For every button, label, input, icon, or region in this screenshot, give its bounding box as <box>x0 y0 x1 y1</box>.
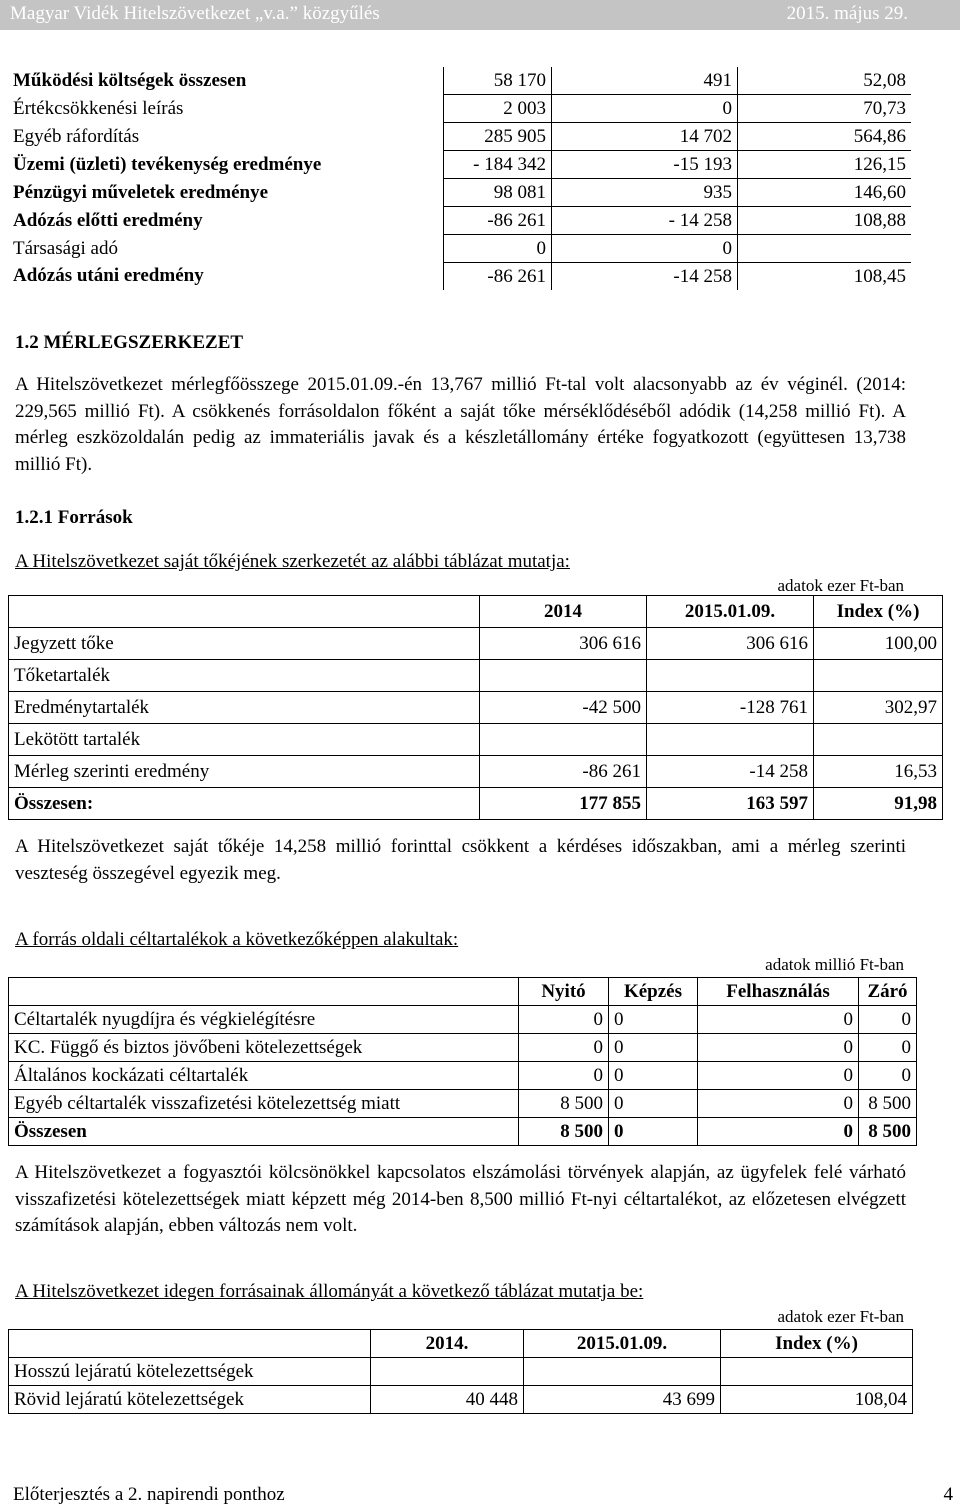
value-cell: 8 500 <box>859 1090 917 1118</box>
value-cell <box>480 660 647 692</box>
equity-note: A Hitelszövetkezet saját tőkéje 14,258 millió forinttal csökkent a kérdéses időszakban, ami a mérleg szerinti veszteség összegével egyezik meg. <box>15 836 906 884</box>
page-footer <box>0 1482 960 1510</box>
table-row <box>9 1358 913 1386</box>
total-row <box>9 1118 917 1146</box>
column-header: Nyitó <box>519 978 609 1006</box>
value-cell: 0 <box>552 235 738 263</box>
value-cell: 0 <box>519 1034 609 1062</box>
value-cell: 306 616 <box>480 628 647 660</box>
value-cell: -86 261 <box>480 756 647 788</box>
value-cell: -128 761 <box>647 692 814 724</box>
provisions-intro: A forrás oldali céltartalékok a következőképpen alakultak: <box>15 929 459 950</box>
value-cell: 0 <box>552 95 738 123</box>
value-cell <box>814 660 943 692</box>
row-label: Társasági adó <box>13 237 118 259</box>
row-label: KC. Függő és biztos jövőbeni kötelezettségek <box>9 1034 519 1062</box>
row-label: Általános kockázati céltartalék <box>9 1062 519 1090</box>
table-row <box>8 67 911 95</box>
column-header: 2014 <box>480 596 647 628</box>
column-header: 2015.01.09. <box>647 596 814 628</box>
value-cell: 98 081 <box>444 179 552 207</box>
table-row <box>8 179 911 207</box>
row-label: Adózás előtti eredmény <box>13 209 203 231</box>
provisions-unit: adatok millió Ft-ban <box>765 955 904 974</box>
value-cell: -42 500 <box>480 692 647 724</box>
value-cell: 100,00 <box>814 628 943 660</box>
value-cell: 0 <box>444 235 552 263</box>
value-cell: 70,73 <box>738 95 912 123</box>
table-row <box>8 151 911 179</box>
value-cell: 0 <box>859 1034 917 1062</box>
value-cell: 40 448 <box>371 1386 524 1414</box>
value-cell: 0 <box>609 1034 698 1062</box>
section-1-2-heading <box>15 332 243 354</box>
foreign-intro: A Hitelszövetkezet idegen forrásainak állományát a következő táblázat mutatja be: <box>15 1281 644 1302</box>
row-label: Összesen: <box>9 788 480 820</box>
row-label: Eredménytartalék <box>9 692 480 724</box>
results-table <box>8 67 911 290</box>
value-cell: 564,86 <box>738 123 912 151</box>
row-label: Összesen <box>9 1118 519 1146</box>
value-cell: 0 <box>609 1062 698 1090</box>
column-header: 2015.01.09. <box>524 1330 721 1358</box>
page-header <box>0 0 960 30</box>
row-label: Mérleg szerinti eredmény <box>9 756 480 788</box>
value-cell: 8 500 <box>519 1090 609 1118</box>
column-header: 2014. <box>371 1330 524 1358</box>
table-header-row <box>9 978 917 1006</box>
value-cell: 108,04 <box>721 1386 913 1414</box>
table-row <box>9 628 943 660</box>
row-label: Rövid lejáratú kötelezettségek <box>9 1386 371 1414</box>
column-header <box>9 596 480 628</box>
value-cell: 177 855 <box>480 788 647 820</box>
value-cell: - 184 342 <box>444 151 552 179</box>
section-title: MÉRLEGSZERKEZET <box>43 332 244 353</box>
value-cell: 16,53 <box>814 756 943 788</box>
row-label: Egyéb ráfordítás <box>13 125 140 147</box>
value-cell: -15 193 <box>552 151 738 179</box>
table-row <box>9 1386 913 1414</box>
table-row <box>9 1034 917 1062</box>
value-cell <box>647 724 814 756</box>
value-cell: 126,15 <box>738 151 912 179</box>
value-cell: 302,97 <box>814 692 943 724</box>
header-date: 2015. május 29. <box>786 3 908 24</box>
value-cell <box>721 1358 913 1386</box>
table-header-row <box>9 1330 913 1358</box>
value-cell: 43 699 <box>524 1386 721 1414</box>
row-label: Működési költségek összesen <box>13 69 247 91</box>
value-cell: 108,45 <box>738 263 912 291</box>
table-row <box>8 95 911 123</box>
value-cell: 0 <box>698 1062 859 1090</box>
table-row <box>9 756 943 788</box>
row-label: Jegyzett tőke <box>9 628 480 660</box>
value-cell: 0 <box>519 1006 609 1034</box>
value-cell: 935 <box>552 179 738 207</box>
value-cell: -14 258 <box>647 756 814 788</box>
provisions-table <box>8 977 917 1146</box>
value-cell: 0 <box>698 1006 859 1034</box>
value-cell: 0 <box>609 1006 698 1034</box>
value-cell: 0 <box>698 1118 859 1146</box>
value-cell: 163 597 <box>647 788 814 820</box>
table-header-row <box>9 596 943 628</box>
column-header: Index (%) <box>721 1330 913 1358</box>
balance-paragraph: A Hitelszövetkezet mérlegfőösszege 2015.01.09.-én 13,767 millió Ft-tal volt alacsonyabb az év véginél. (2014: 229,565 millió Ft). A csökkenés forrásoldalon főként a saját tőke mérséklődéséből adódik (14,258 millió Ft). A mérleg eszközoldalán pedig az immateriális javak és a készletállomány értéke fogyatkozott (együttesen 13,738 millió Ft). <box>15 374 906 475</box>
value-cell <box>480 724 647 756</box>
value-cell: 8 500 <box>519 1118 609 1146</box>
value-cell: 0 <box>519 1062 609 1090</box>
foreign-unit: adatok ezer Ft-ban <box>777 1307 904 1326</box>
table-row <box>8 123 911 151</box>
row-label: Pénzügyi műveletek eredménye <box>13 181 269 203</box>
value-cell: 58 170 <box>444 67 552 95</box>
value-cell <box>371 1358 524 1386</box>
value-cell: 52,08 <box>738 67 912 95</box>
value-cell: 14 702 <box>552 123 738 151</box>
value-cell: 0 <box>698 1090 859 1118</box>
value-cell: 0 <box>609 1090 698 1118</box>
column-header: Felhasználás <box>698 978 859 1006</box>
column-header: Záró <box>859 978 917 1006</box>
value-cell: -14 258 <box>552 263 738 291</box>
table-row <box>9 660 943 692</box>
row-label: Lekötött tartalék <box>9 724 480 756</box>
value-cell: 285 905 <box>444 123 552 151</box>
value-cell: 108,88 <box>738 207 912 235</box>
row-label: Hosszú lejáratú kötelezettségek <box>9 1358 371 1386</box>
value-cell: 0 <box>609 1118 698 1146</box>
header-title: Magyar Vidék Hitelszövetkezet „v.a.” közgyűlés <box>10 3 380 24</box>
value-cell: 2 003 <box>444 95 552 123</box>
equity-intro: A Hitelszövetkezet saját tőkéjének szerkezetét az alábbi táblázat mutatja: <box>15 551 570 572</box>
value-cell: 306 616 <box>647 628 814 660</box>
column-header: Képzés <box>609 978 698 1006</box>
row-label: Adózás utáni eredmény <box>13 265 204 287</box>
row-label: Üzemi (üzleti) tevékenység eredménye <box>13 153 322 175</box>
table-row <box>9 724 943 756</box>
total-row <box>9 788 943 820</box>
equity-table <box>8 595 943 820</box>
footer-text: Előterjesztés a 2. napirendi ponthoz <box>13 1484 285 1505</box>
provisions-note: A Hitelszövetkezet a fogyasztói kölcsönökkel kapcsolatos elszámolási törvények alapján, az ügyfelek felé várható visszafizetési kötelezettségek miatt képzett még 2014-ben 8,500 millió Ft-nyi céltartalékot, az előzetesen elvégzett számítások alapján, ebben változás nem volt. <box>15 1162 906 1236</box>
section-number: 1.2 <box>15 332 39 353</box>
value-cell <box>524 1358 721 1386</box>
value-cell: 91,98 <box>814 788 943 820</box>
table-row <box>9 1090 917 1118</box>
foreign-table <box>8 1329 913 1414</box>
column-header: Index (%) <box>814 596 943 628</box>
value-cell: 491 <box>552 67 738 95</box>
table-row <box>8 207 911 235</box>
value-cell: 0 <box>698 1034 859 1062</box>
row-label: Értékcsökkenési leírás <box>13 97 184 119</box>
page-number: 4 <box>943 1484 953 1505</box>
value-cell <box>647 660 814 692</box>
value-cell: 0 <box>859 1062 917 1090</box>
value-cell: 146,60 <box>738 179 912 207</box>
row-label: Céltartalék nyugdíjra és végkielégítésre <box>9 1006 519 1034</box>
table-row <box>9 1062 917 1090</box>
equity-unit: adatok ezer Ft-ban <box>777 576 904 595</box>
table-row <box>8 235 911 263</box>
table-row <box>9 1006 917 1034</box>
value-cell: -86 261 <box>444 263 552 291</box>
value-cell: 0 <box>859 1006 917 1034</box>
row-label: Tőketartalék <box>9 660 480 692</box>
section-1-2-1-heading: 1.2.1 Források <box>15 507 133 528</box>
value-cell: -86 261 <box>444 207 552 235</box>
row-label: Egyéb céltartalék visszafizetési kötelezettség miatt <box>9 1090 519 1118</box>
value-cell: - 14 258 <box>552 207 738 235</box>
column-header <box>9 1330 371 1358</box>
value-cell <box>814 724 943 756</box>
value-cell: 8 500 <box>859 1118 917 1146</box>
column-header <box>9 978 519 1006</box>
table-row <box>8 263 911 291</box>
value-cell <box>738 235 912 263</box>
table-row <box>9 692 943 724</box>
